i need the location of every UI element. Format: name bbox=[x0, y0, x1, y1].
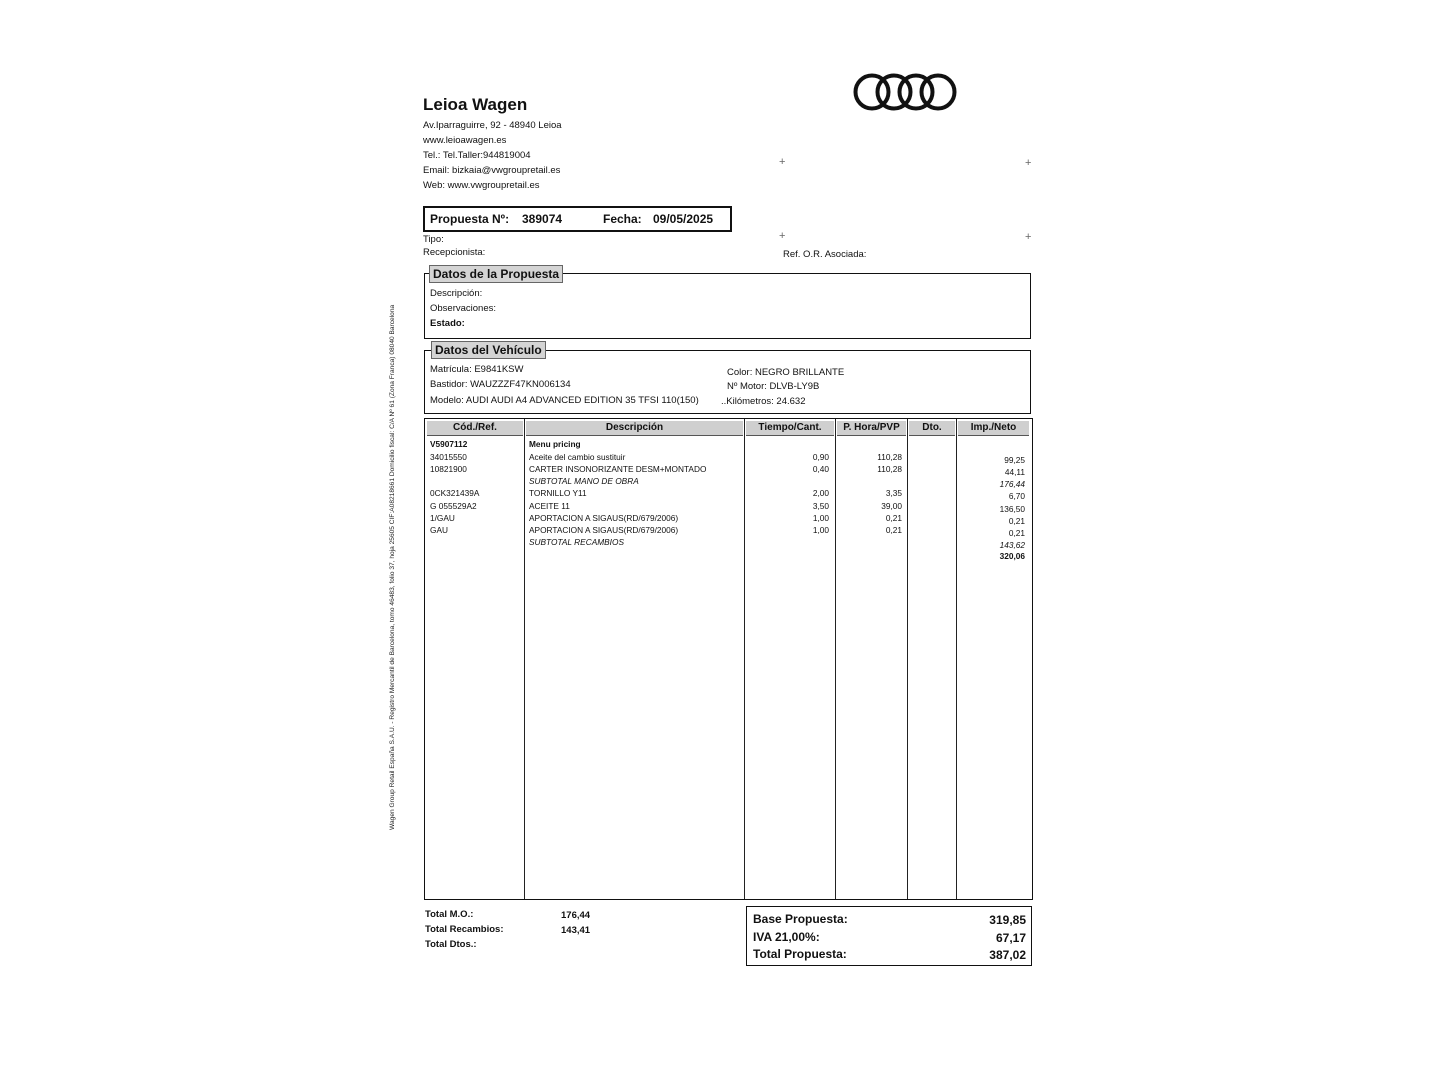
cell-price: 39,00 bbox=[881, 501, 902, 511]
company-contact bbox=[423, 118, 562, 193]
cell-code: G 055529A2 bbox=[430, 501, 477, 511]
line-items-table bbox=[424, 418, 1033, 900]
cell-net: 143,62 bbox=[999, 540, 1025, 550]
proposal-number-box bbox=[423, 206, 732, 232]
iva-label: IVA 21,00%: bbox=[753, 930, 820, 944]
motor-number: Nº Motor: DLVB-LY9B bbox=[727, 381, 820, 392]
total-mo-value: 176,44 bbox=[561, 910, 591, 921]
cell-code: GAU bbox=[430, 525, 448, 535]
cell-description: APORTACION A SIGAUS(RD/679/2006) bbox=[529, 513, 679, 523]
iva-value: 67,17 bbox=[995, 931, 1026, 945]
total-recambios-label: Total Recambios: bbox=[425, 924, 504, 935]
matricula: Matrícula: E9841KSW bbox=[430, 364, 524, 375]
proposal-number-label: Propuesta Nº: bbox=[430, 212, 510, 226]
cell-qty: 0,90 bbox=[812, 452, 829, 462]
cell-net: 44,11 bbox=[1004, 467, 1025, 477]
cell-qty: 1,00 bbox=[812, 513, 829, 523]
cell-code: 0CK321439A bbox=[430, 488, 480, 498]
company-website: www.leioawagen.es bbox=[423, 135, 507, 146]
cell-code: 1/GAU bbox=[430, 513, 455, 523]
cell-price: 3,35 bbox=[885, 488, 902, 498]
company-phone: Tel.: Tel.Taller:944819004 bbox=[423, 150, 531, 161]
tipo-label: Tipo: bbox=[423, 234, 444, 245]
header-net: Imp./Neto bbox=[958, 421, 1029, 436]
cell-net: 176,44 bbox=[999, 479, 1025, 489]
kilometros: ..Kilómetros: 24.632 bbox=[721, 396, 806, 407]
header-code: Cód./Ref. bbox=[427, 421, 523, 436]
cell-price: 110,28 bbox=[877, 464, 902, 474]
header-time-qty: Tiempo/Cant. bbox=[746, 421, 834, 436]
cell-net: 136,50 bbox=[999, 504, 1025, 514]
cell-price: 0,21 bbox=[885, 513, 902, 523]
company-web: Web: www.vwgroupretail.es bbox=[423, 180, 540, 191]
crosshair-mark: + bbox=[1025, 231, 1032, 243]
total-dtos-label: Total Dtos.: bbox=[425, 939, 477, 950]
cell-net: 320,06 bbox=[999, 551, 1025, 561]
total-label: Total Propuesta: bbox=[753, 947, 847, 961]
crosshair-mark: + bbox=[1025, 157, 1032, 169]
proposal-date: 09/05/2025 bbox=[653, 212, 714, 226]
legal-text: Wagen Group Retail España S.A.U. - Registro Mercantil de Barcelona, tomo 46483, folio 37, hoja 25605 CIF:A08218661 Domicilio fiscal: C/A Nº 61 (Zona Franca) 08040 Barcelona bbox=[389, 304, 396, 830]
totals-box bbox=[746, 906, 1032, 966]
audi-rings-icon bbox=[852, 72, 958, 112]
header-price: P. Hora/PVP bbox=[837, 421, 906, 436]
estado-label: Estado: bbox=[430, 318, 465, 329]
cell-description: SUBTOTAL RECAMBIOS bbox=[529, 537, 624, 547]
header-discount: Dto. bbox=[909, 421, 955, 436]
vehicle-color: Color: NEGRO BRILLANTE bbox=[727, 367, 845, 378]
crosshair-mark: + bbox=[779, 156, 786, 168]
cell-qty: 3,50 bbox=[812, 501, 829, 511]
proposal-data-title: Datos de la Propuesta bbox=[429, 265, 563, 283]
base-value: 319,85 bbox=[989, 913, 1026, 927]
cell-qty: 1,00 bbox=[812, 525, 829, 535]
cell-net: 0,21 bbox=[1008, 516, 1025, 526]
cell-description: ACEITE 11 bbox=[529, 501, 570, 511]
cell-description: Menu pricing bbox=[529, 439, 581, 449]
ref-or-label: Ref. O.R. Asociada: bbox=[783, 249, 867, 260]
cell-net: 99,25 bbox=[1004, 455, 1025, 465]
cell-description: CARTER INSONORIZANTE DESM+MONTADO bbox=[529, 464, 707, 474]
company-address: Av.Iparraguirre, 92 - 48940 Leioa bbox=[423, 120, 562, 131]
observaciones-label: Observaciones: bbox=[430, 303, 497, 314]
bastidor: Bastidor: WAUZZZF47KN006134 bbox=[430, 379, 571, 390]
cell-net: 6,70 bbox=[1008, 491, 1025, 501]
crosshair-mark: + bbox=[779, 230, 786, 242]
cell-description: TORNILLO Y11 bbox=[529, 488, 587, 498]
cell-description: APORTACION A SIGAUS(RD/679/2006) bbox=[529, 525, 679, 535]
total-recambios-value: 143,41 bbox=[561, 925, 591, 936]
cell-qty: 0,40 bbox=[812, 464, 829, 474]
cell-code: V5907112 bbox=[430, 439, 468, 449]
header-description: Descripción bbox=[526, 421, 743, 436]
proposal-date-label: Fecha: bbox=[603, 212, 642, 226]
cell-code: 10821900 bbox=[430, 464, 467, 474]
modelo: Modelo: AUDI AUDI A4 ADVANCED EDITION 35 TFSI 110(150) bbox=[430, 395, 699, 406]
cell-description: Aceite del cambio sustituir bbox=[529, 452, 626, 462]
company-email: Email: bizkaia@vwgroupretail.es bbox=[423, 165, 561, 176]
total-value: 387,02 bbox=[989, 948, 1026, 962]
cell-price: 110,28 bbox=[877, 452, 902, 462]
cell-price: 0,21 bbox=[885, 525, 902, 535]
total-mo-label: Total M.O.: bbox=[425, 909, 474, 920]
recepcionista-label: Recepcionista: bbox=[423, 247, 486, 258]
cell-qty: 2,00 bbox=[812, 488, 829, 498]
vehicle-data-title: Datos del Vehículo bbox=[431, 341, 546, 359]
cell-code: 34015550 bbox=[430, 452, 467, 462]
cell-description: SUBTOTAL MANO DE OBRA bbox=[529, 476, 639, 486]
cell-net: 0,21 bbox=[1008, 528, 1025, 538]
base-label: Base Propuesta: bbox=[753, 912, 848, 926]
company-name: Leioa Wagen bbox=[423, 95, 528, 114]
proposal-number: 389074 bbox=[522, 212, 563, 226]
descripcion-label: Descripción: bbox=[430, 288, 483, 299]
